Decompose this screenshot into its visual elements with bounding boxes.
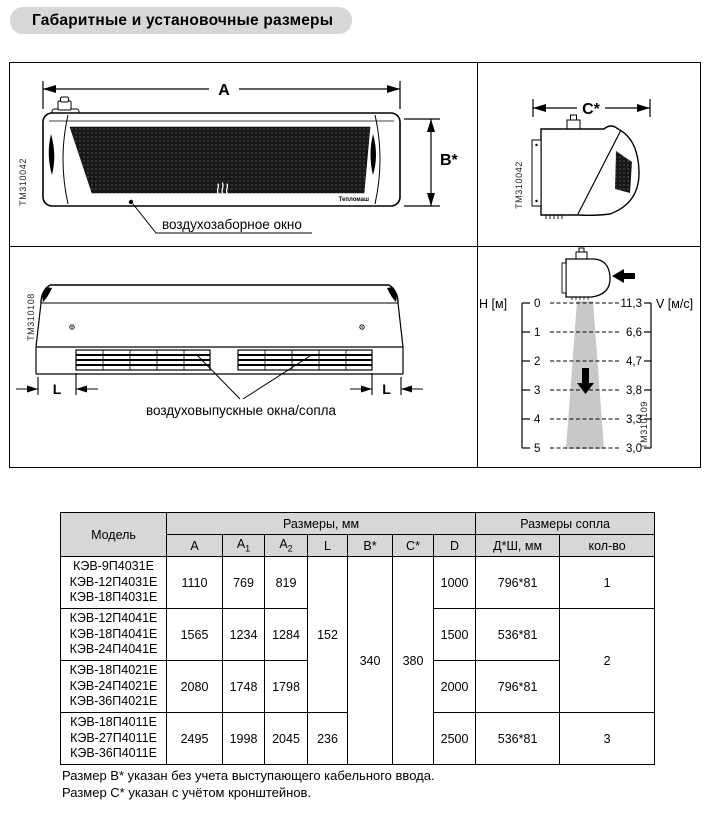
dim-cell-a1: 769 [223,557,265,609]
col-header-a2: $A_2$ [265,535,308,557]
svg-text:11,3: 11,3 [620,298,642,310]
col-group-nozzle: Размеры сопла [476,513,655,535]
nozzle-size-cell: 536*81 [476,609,560,661]
page-title: Габаритные и установочные размеры [10,7,352,34]
model-cell: КЭВ-18П4011Е КЭВ-27П4011Е КЭВ-36П4011Е [61,713,167,765]
jet-diagram-panel [478,247,700,467]
svg-text:3,8: 3,8 [626,385,642,397]
nozzle-size-cell: 796*81 [476,557,560,609]
svg-text:3,0: 3,0 [626,443,642,455]
svg-text:0: 0 [534,298,541,310]
jet-diagram-code: TM310109 [639,401,649,449]
dim-b-label: B* [440,152,458,169]
table-row [61,557,655,609]
front-view-drawing [10,63,478,247]
svg-text:3: 3 [534,385,541,397]
col-header-a: A [167,535,223,557]
dim-cell-l: 236 [308,713,348,765]
dimension-b [404,119,440,206]
dim-l-left-label: L [52,381,62,397]
side-view-panel [478,63,700,247]
dim-cell-a2: 819 [265,557,308,609]
brand-logo-text: Тепломаш [338,197,369,203]
front-view-body [43,97,400,206]
jet-diagram [478,247,699,466]
dim-a-label: A [218,82,230,99]
side-view-body [532,115,639,219]
nozzle-size-cell: 536*81 [476,713,560,765]
h-axis-bracket [522,303,530,448]
intake-callout-label: воздухозаборное окно [162,217,302,232]
footnotes [62,768,435,801]
bottom-view-panel [10,247,478,467]
front-view-panel [10,63,478,247]
footnote-c: Размер C* указан с учётом кронштейнов. [62,784,312,800]
front-view-code: TM310042 [18,158,28,206]
outlet-callout-label: воздуховыпускные окна/сопла [145,403,337,418]
svg-text:4: 4 [534,414,541,426]
footnote-b: Размер B* указан без учета выступающего кабельного ввода. [62,768,435,783]
dim-cell-b-merged: 340 [348,557,393,765]
model-cell: КЭВ-18П4021Е КЭВ-24П4021Е КЭВ-36П4021Е [61,661,167,713]
dim-cell-l-merged: 152 [308,557,348,713]
dim-cell-a2: 2045 [265,713,308,765]
v-axis-label: V [м/с] [656,297,694,311]
model-cell: КЭВ-9П4031Е КЭВ-12П4031Е КЭВ-18П4031Е [61,557,167,609]
dim-cell-a1: 1748 [223,661,265,713]
col-header-qty: кол-во [560,535,655,557]
model-cell: КЭВ-12П4041Е КЭВ-18П4041Е КЭВ-24П4041Е [61,609,167,661]
col-header-c: C* [393,535,434,557]
drawings-frame [9,62,701,468]
nozzle-qty-cell: 1 [560,557,655,609]
dim-cell-d: 2000 [434,661,476,713]
col-group-dimensions: Размеры, мм [167,513,476,535]
dim-cell-a2: 1284 [265,609,308,661]
dim-cell-a: 2080 [167,661,223,713]
outlet-grille-left [76,350,210,370]
dim-cell-a: 2495 [167,713,223,765]
col-header-d: D [434,535,476,557]
dim-cell-a: 1565 [167,609,223,661]
dimensions-table [60,512,655,765]
side-view-code: TM310042 [514,161,524,209]
svg-text:4,7: 4,7 [626,356,642,368]
svg-text:1: 1 [534,327,541,339]
dim-cell-a1: 1998 [223,713,265,765]
bottom-view-drawing [10,247,478,466]
dim-cell-d: 1500 [434,609,476,661]
col-header-dxw: Д*Ш, мм [476,535,560,557]
nozzle-qty-cell: 3 [560,713,655,765]
col-header-a1: $A_1$ [223,535,265,557]
dim-cell-d: 1000 [434,557,476,609]
unit-icon [562,248,610,300]
bottom-view-code: TM310108 [26,293,36,341]
intake-direction-arrow-icon [612,269,635,283]
dim-cell-a1: 1234 [223,609,265,661]
table-group-header-row [61,513,655,535]
dim-c-label: C* [582,101,600,118]
side-view-drawing [478,63,699,247]
h-axis-label: H [м] [479,297,508,311]
svg-text:2: 2 [534,356,541,368]
h-tick-labels [534,298,541,455]
dim-cell-a2: 1798 [265,661,308,713]
dim-l-right-label: L [382,381,391,397]
svg-text:6,6: 6,6 [626,327,642,339]
nozzle-qty-cell-merged: 2 [560,609,655,713]
svg-text:3,3: 3,3 [626,414,642,426]
dim-cell-c-merged: 380 [393,557,434,765]
outlet-grille-right [238,350,372,370]
dim-cell-a: 1110 [167,557,223,609]
nozzle-size-cell: 796*81 [476,661,560,713]
col-header-l: L [308,535,348,557]
svg-text:5: 5 [534,443,541,455]
dim-cell-d: 2500 [434,713,476,765]
col-header-b: B* [348,535,393,557]
col-header-model: Модель [61,513,167,557]
